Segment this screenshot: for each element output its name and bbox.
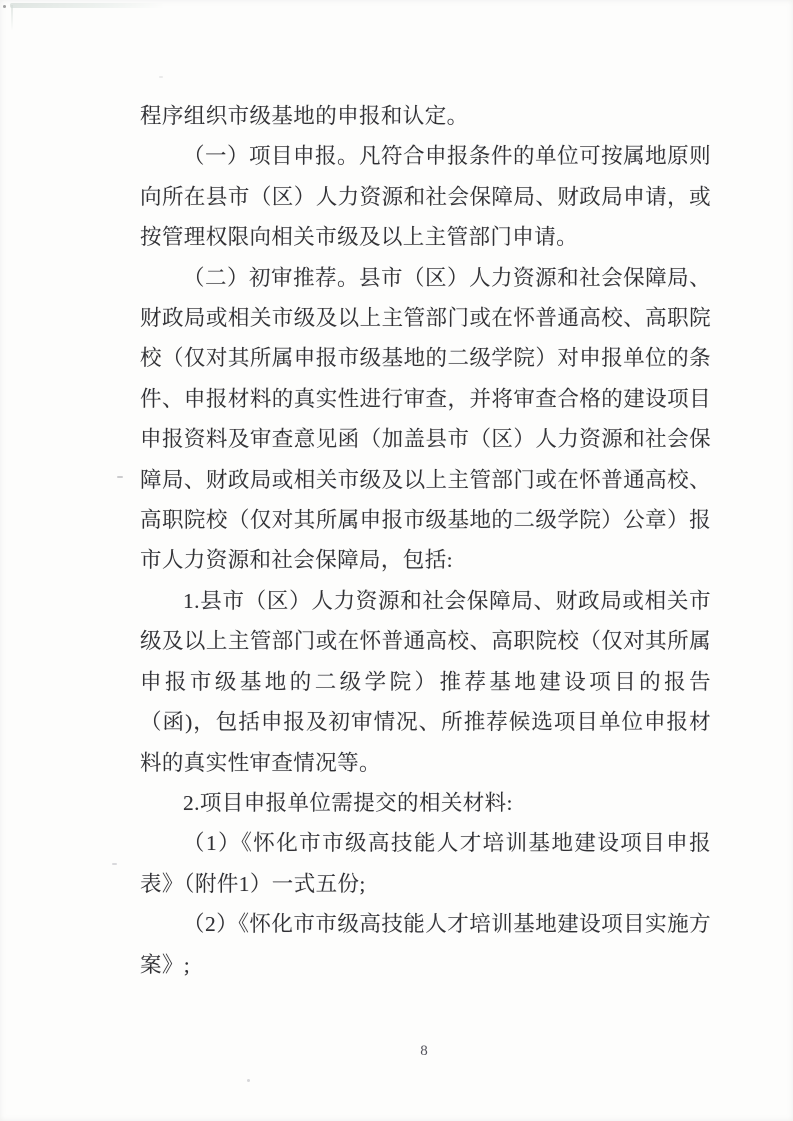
scan-artifact-speck — [112, 863, 117, 865]
paragraph-subitem-1-recommendation-report: 1.县市（区）人力资源和社会保障局、财政局或相关市级及以上主管部门或在怀普通高校、高职院校（仅对其所属申报市级基地的二级学院）推荐基地建设项目的报告（函)，包括申报及初审情况、所推荐候选项目单位申报材料的真实性审查情况等。 — [140, 588, 711, 775]
page-number: 8 — [420, 1043, 428, 1059]
paragraph-item-1-project-application: （一）项目申报。凡符合申报条件的单位可按属地原则向所在县市（区）人力资源和社会保障局、财政局申请，或按管理权限向相关市级及以上主管部门申请。 — [140, 144, 711, 250]
paragraph-material-2-implementation-plan: （2）《怀化市市级高技能人才培训基地建设项目实施方案》; — [140, 912, 711, 977]
paragraph-material-1-application-form: （1）《怀化市市级高技能人才培训基地建设项目申报表》（附件1）一式五份; — [140, 831, 711, 896]
paragraph-continuation: 程序组织市级基地的申报和认定。 — [140, 104, 469, 128]
paragraph-subitem-2-required-materials: 2.项目申报单位需提交的相关材料: — [183, 790, 513, 815]
document-body — [140, 96, 711, 985]
scan-artifact-speck — [247, 1079, 250, 1082]
scan-artifact-speck — [159, 76, 163, 78]
scan-artifact-line — [11, 5, 13, 31]
paragraph-item-2-preliminary-review: （二）初审推荐。县市（区）人力资源和社会保障局、财政局或相关市级及以上主管部门或在怀普通高校、高职院校（仅对其所属申报市级基地的二级学院）对申报单位的条件、申报材料的真实性进行审查，并将审查合格的建设项目申报资料及审查意见函（加盖县市（区）人力资源和社会保障局、财政局或相关市级及以上主管部门或在怀普通高校、高职院校（仅对其所属申报市级基地的二级学院）公章）报市人力资源和社会保障局，包括: — [140, 265, 711, 573]
scan-artifact-dot — [3, 5, 6, 8]
scan-artifact-speck — [117, 476, 123, 478]
scan-artifact-streak — [10, 3, 165, 8]
